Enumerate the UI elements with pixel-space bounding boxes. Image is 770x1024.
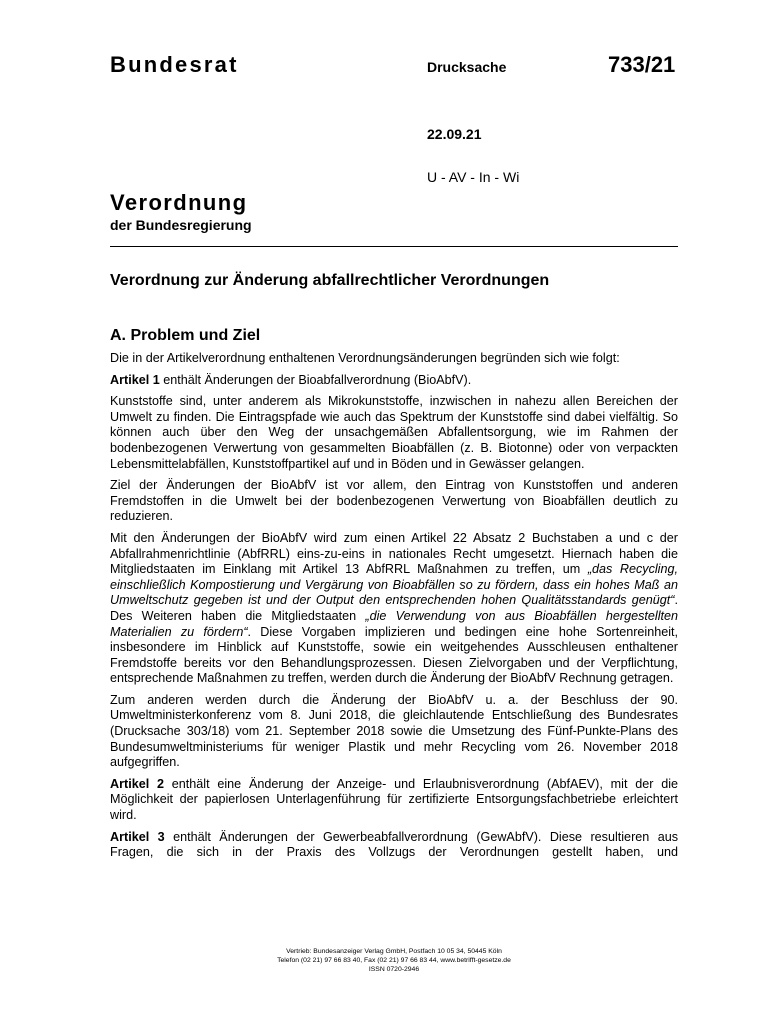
- article-label: Artikel 1: [110, 372, 160, 387]
- footer-line: ISSN 0720-2946: [368, 966, 420, 974]
- paragraph-artikel-3: Artikel 3 enthält Änderungen der Gewerbeabfallverordnung (GewAbfV). Diese resultieren aus Fragen, die sich in der Praxis des Vollzugs der Verordnungen gestellt haben, und: [110, 829, 678, 860]
- article-label: Artikel 2: [110, 776, 164, 791]
- committees: U - AV - In - Wi: [427, 169, 520, 185]
- paragraph-umk: Zum anderen werden durch die Änderung der BioAbfV u. a. der Beschluss der 90. Umweltministerkonferenz vom 8. Juni 2018, die gleichlautende Entschließung des Bundesrates (Drucksache 303/18) vom 21. September 2018 sowie die Umsetzung des Fünf-Punkte-Plans des Bundesumweltministeriums für weniger Plastik und mehr Recycling vom 26. November 2018 aufgegriffen.: [110, 692, 678, 770]
- institution-name: Bundesrat: [110, 52, 239, 77]
- quote: „das Recycling, einschließlich Kompostierung und Vergärung von Bioabfällen so zu fördern, dass ein hohes Maß an Umweltschutz gegeben ist und der Output den entsprechenden hohen Qualitätsstandards genügt“: [110, 562, 678, 608]
- paragraph-intro: Die in der Artikelverordnung enthaltenen Verordnungsänderungen begründen sich wie folgt:: [110, 351, 620, 365]
- page-title: Verordnung zur Änderung abfallrechtlicher Verordnungen: [110, 272, 550, 289]
- quote: „die Verwendung von aus Bioabfällen hergestellten Materialien zu fördern“: [110, 608, 678, 639]
- document-type-subtitle: der Bundesregierung: [110, 217, 252, 233]
- footer: [110, 947, 678, 975]
- drucksache-number: 733/21: [608, 52, 676, 77]
- paragraph-artikel-2: Artikel 2 enthält eine Änderung der Anzeige- und Erlaubnisverordnung (AbfAEV), mit der die Möglichkeit der papierlosen Unterlagenführung für zertifizierte Entsorgungsfachbetriebe erleichtert wird.: [110, 776, 679, 823]
- paragraph-kunststoffe: Kunststoffe sind, unter anderem als Mikrokunststoffe, inzwischen in nahezu allen Bereichen der Umwelt zu finden. Die Eintragspfade wie auch das Spektrum der Kunststoffe sind dabei vielfältig. So können auch über den Weg der unsachgemäßen Abfallentsorgung, wie im Rahmen der bodenbezogenen Verwertung von gesammelten Bioabfällen (z. B. Biotonne) oder von verpackten Lebensmittelabfällen, Kunststoffpartikel auf und in Böden und in Gewässer gelangen.: [110, 394, 678, 471]
- paragraph-abfrrl: Mit den Änderungen der BioAbfV wird zum einen Artikel 22 Absatz 2 Buchstaben a und c der Abfallrahmenrichtlinie (AbfRRL) eins-zu-eins in nationales Recht umgesetzt. Hiernach haben die Mitgliedstaaten im Einklang mit Artikel 13 AbfRRL Maßnahmen zu treffen, um „das Recycling, einschließlich Kompostierung und Vergärung von Bioabfällen so zu fördern, dass ein hohes Maß an Umweltschutz gegeben ist und der Output den entsprechenden hohen Qualitätsstandards genügt“. Des Weiteren haben die Mitgliedstaaten „die Verwendung von aus Bioabfällen hergestellten Materialien zu fördern“. Diese Vorgaben implizieren und bedingen eine hohe Sortenreinheit, insbesondere im Hinblick auf Kunststoffe, sowie ein weitgehendes Ausschleusen enthaltener Fremdstoffe bereits vor den Behandlungsprozessen. Diesen Zielvorgaben und der Verpflichtung, entsprechende Maßnahmen zu treffen, werden durch die Änderung der BioAbfV Rechnung getragen.: [110, 530, 679, 686]
- document-date: 22.09.21: [427, 126, 482, 142]
- paragraph-artikel-1: Artikel 1 enthält Änderungen der Bioabfallverordnung (BioAbfV).: [110, 372, 472, 387]
- drucksache-label: Drucksache: [427, 59, 507, 75]
- document-type-title: Verordnung: [110, 190, 248, 215]
- article-label: Artikel 3: [110, 829, 165, 844]
- divider: [110, 246, 678, 247]
- section-heading: A. Problem und Ziel: [110, 327, 261, 344]
- section-body: [110, 351, 678, 867]
- footer-line: Vertrieb: Bundesanzeiger Verlag GmbH, Postfach 10 05 34, 50445 Köln: [286, 948, 502, 955]
- paragraph-ziel: Ziel der Änderungen der BioAbfV ist vor allem, den Eintrag von Kunststoffen und anderen Fremdstoffen in die Umwelt bei der bodenbezogenen Verwertung von Bioabfällen deutlich zu reduzieren.: [110, 478, 678, 524]
- footer-line: Telefon (02 21) 97 66 83 40, Fax (02 21) 97 66 83 44, www.betrifft-gesetze.de: [277, 957, 511, 965]
